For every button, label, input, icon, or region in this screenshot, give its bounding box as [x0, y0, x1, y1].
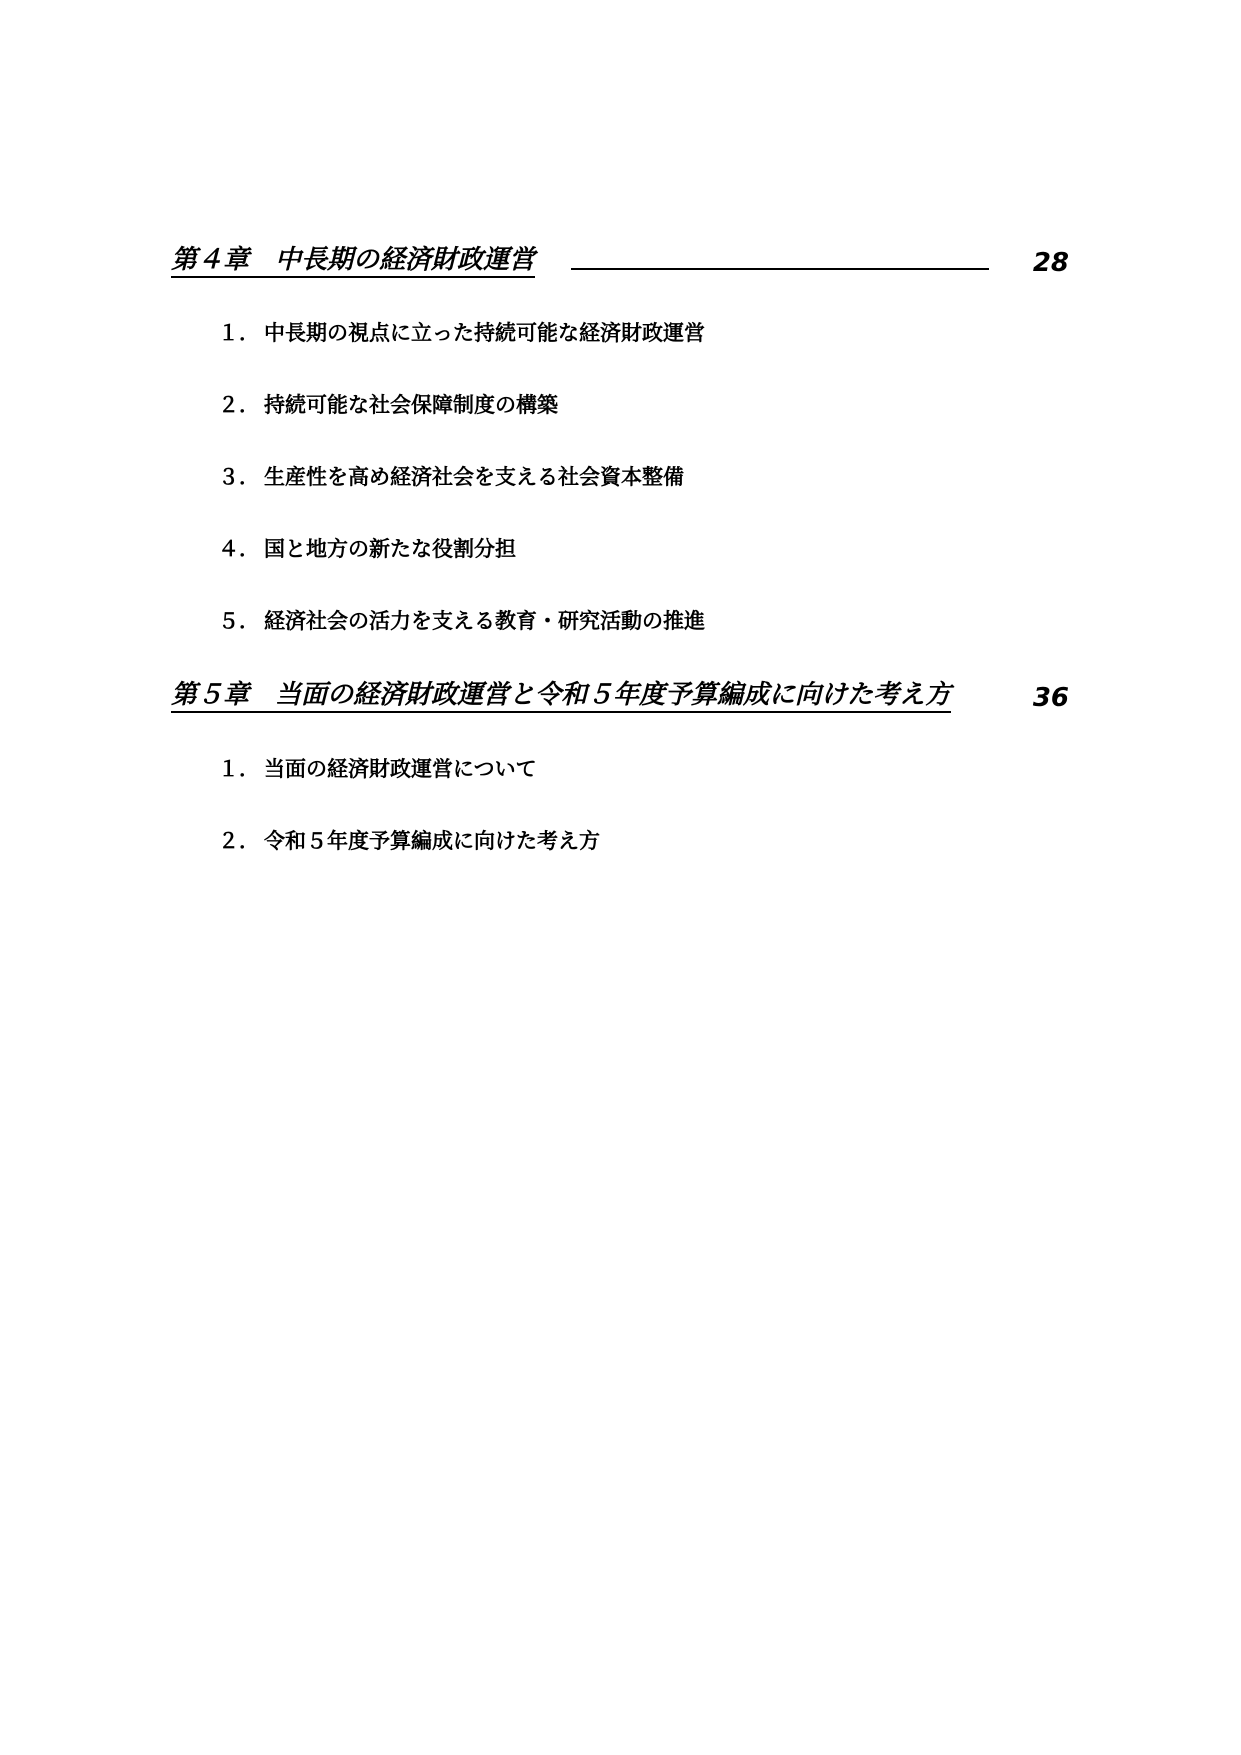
item-number: ３． [218, 465, 260, 489]
item-number: ２． [218, 829, 260, 853]
item-number: １． [218, 757, 260, 781]
toc-item-4-3[interactable] [218, 462, 684, 492]
toc-chapter-5[interactable] [171, 675, 1069, 719]
item-label: 国と地方の新たな役割分担 [264, 537, 516, 561]
item-label: 経済社会の活力を支える教育・研究活動の推進 [264, 609, 705, 633]
toc-item-5-2[interactable] [218, 826, 600, 856]
toc-item-4-5[interactable] [218, 606, 705, 636]
chapter-5-title[interactable]: 第５章 当面の経済財政運営と令和５年度予算編成に向けた考え方 [171, 680, 951, 713]
item-number: ４． [218, 537, 260, 561]
item-number: ２． [218, 393, 260, 417]
toc-item-5-1[interactable] [218, 754, 537, 784]
item-number: ５． [218, 609, 260, 633]
chapter-4-title[interactable]: 第４章 中長期の経済財政運営 [171, 245, 535, 278]
chapter-4-leader-line [571, 268, 989, 270]
item-label: 生産性を高め経済社会を支える社会資本整備 [264, 465, 684, 489]
item-number: １． [218, 321, 260, 345]
chapter-5-page-number: 36 [1032, 683, 1069, 713]
toc-chapter-4[interactable] [171, 240, 1069, 284]
item-label: 当面の経済財政運営について [264, 757, 537, 781]
chapter-4-page-number: 28 [1032, 248, 1069, 278]
item-label: 中長期の視点に立った持続可能な経済財政運営 [264, 321, 705, 345]
item-label: 令和５年度予算編成に向けた考え方 [264, 829, 600, 853]
toc-item-4-2[interactable] [218, 390, 558, 420]
toc-item-4-4[interactable] [218, 534, 516, 564]
toc-item-4-1[interactable] [218, 318, 705, 348]
item-label: 持続可能な社会保障制度の構築 [264, 393, 558, 417]
